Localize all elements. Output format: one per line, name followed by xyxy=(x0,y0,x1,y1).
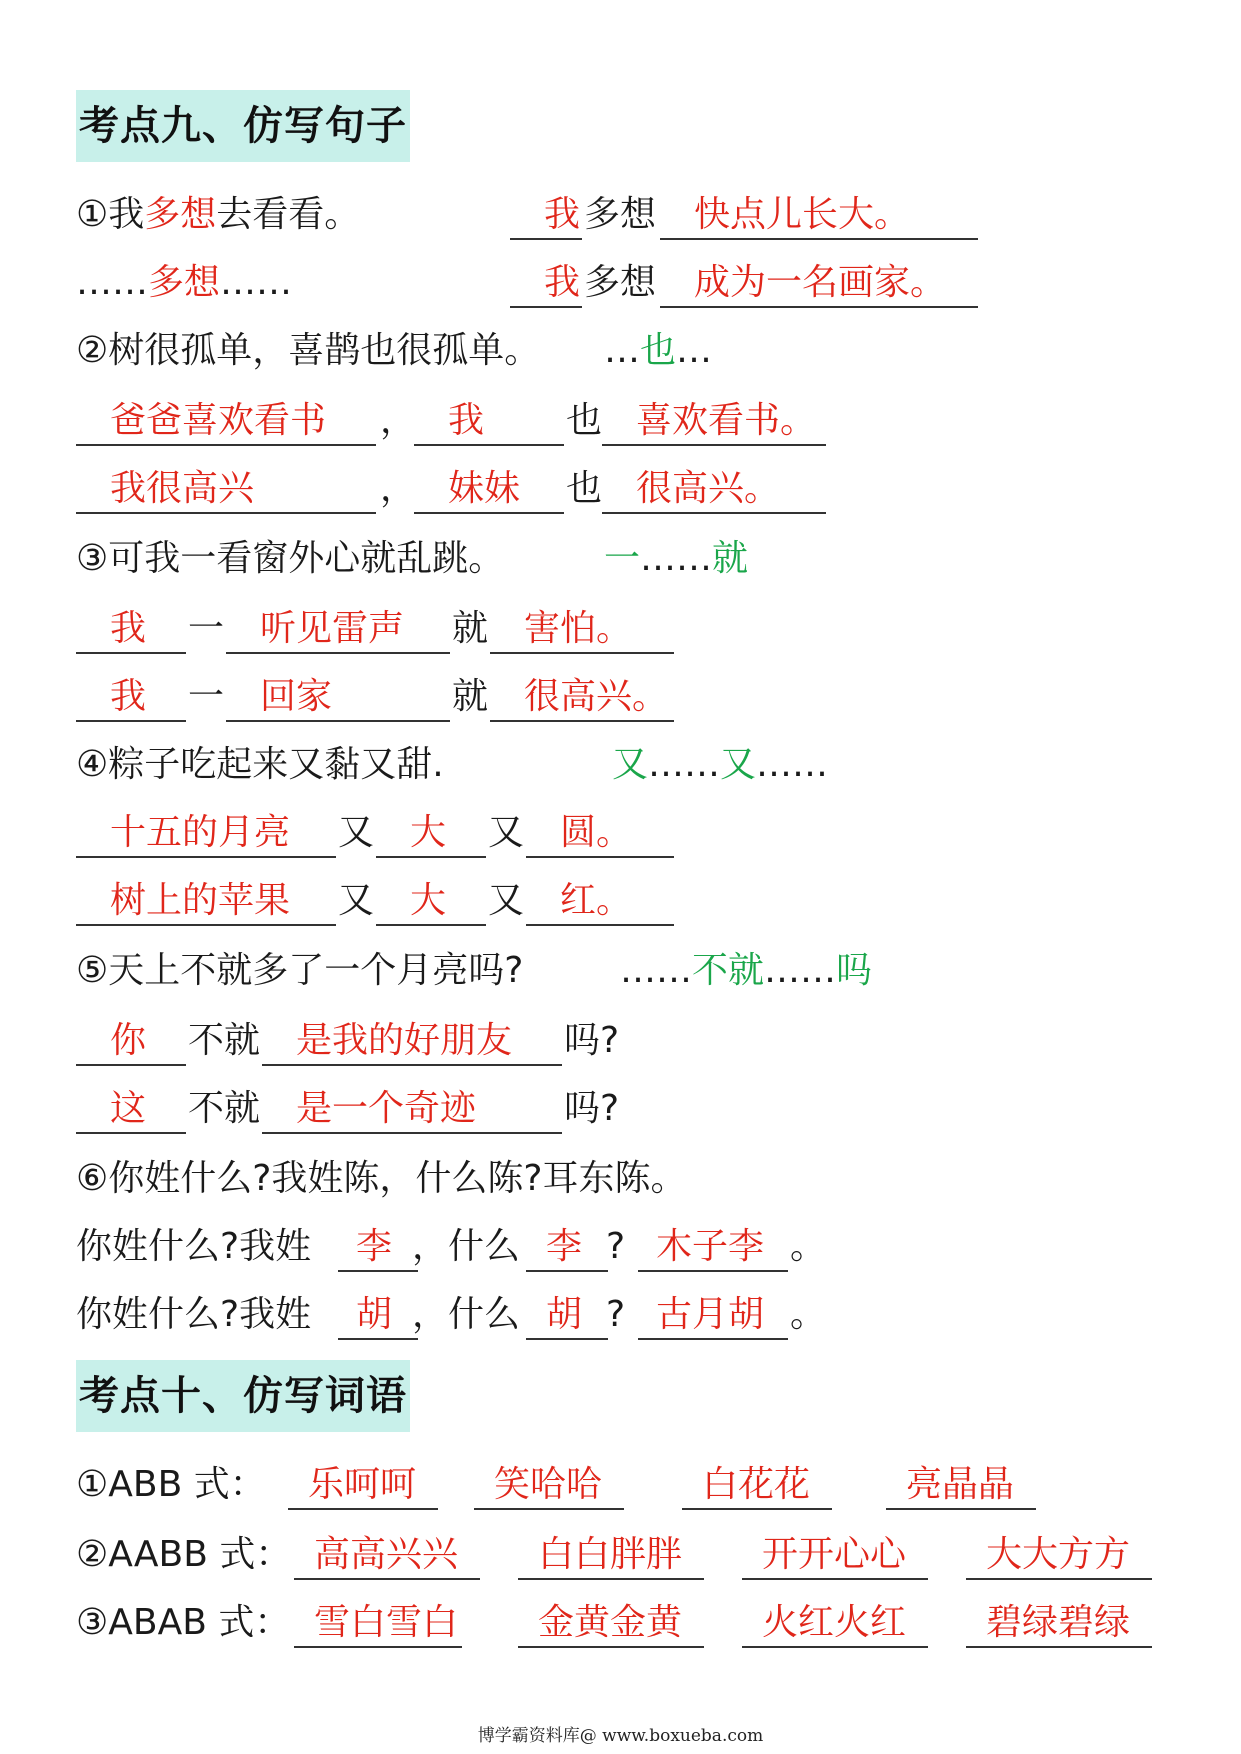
q3-a2-blank-b: 回家 xyxy=(226,672,450,722)
q2-pattern-keyword: 也 xyxy=(640,330,677,371)
q2-a2-blank-a: 我很高兴 xyxy=(76,464,376,514)
q6-a2-blank-a: 胡 xyxy=(338,1290,418,1340)
abab-word-3: 火红火红 xyxy=(742,1598,928,1648)
q4-a2-blank-b: 大 xyxy=(376,876,486,926)
aabb-row xyxy=(0,1530,1241,1580)
q4-a2-blank-a: 树上的苹果 xyxy=(76,876,336,926)
q2-a2-mid: 也 xyxy=(566,468,603,509)
q3-a1-m1: 一 xyxy=(188,608,225,649)
q3-a1-blank-c: 害怕。 xyxy=(490,604,674,654)
q3-prompt-line xyxy=(0,534,1241,584)
abb-word-3: 白花花 xyxy=(682,1460,832,1510)
q4-a2-m2: 又 xyxy=(488,880,525,921)
aabb-word-4: 大大方方 xyxy=(966,1530,1152,1580)
q5-pattern xyxy=(620,946,872,996)
q6-a2-s4: 。 xyxy=(790,1294,827,1335)
aabb-word-2: 白白胖胖 xyxy=(518,1530,704,1580)
q4-pattern-kw2: 又 xyxy=(720,744,757,785)
q4-answer2 xyxy=(0,876,1241,926)
q5-a2-m1: 不就 xyxy=(188,1088,261,1129)
q1-keyword: 多想 xyxy=(144,194,217,235)
q1-pattern-pre: …… xyxy=(76,262,148,303)
q4-a2-blank-c: 红。 xyxy=(526,876,674,926)
q2-prompt-line xyxy=(0,326,1241,376)
abb-word-2: 笑哈哈 xyxy=(474,1460,624,1510)
q5-pattern-dots2: …… xyxy=(764,950,837,991)
q2-a1-blank-a: 爸爸喜欢看书 xyxy=(76,396,376,446)
q4-pattern-dots2: …… xyxy=(756,744,829,785)
q3-a2-m2: 就 xyxy=(452,676,489,717)
q6-a2-s3: ? xyxy=(606,1294,626,1335)
q2-a2-blank-c: 很高兴。 xyxy=(602,464,826,514)
q5-a1-blank-a: 你 xyxy=(76,1016,186,1066)
q6-a2-s1: 你姓什么?我姓 xyxy=(76,1294,312,1335)
q6-a1-blank-c: 木子李 xyxy=(638,1222,788,1272)
q1-num: ①我 xyxy=(76,194,145,235)
q1-a2-mid: 多想 xyxy=(584,262,657,303)
q2-pattern-post: … xyxy=(676,330,713,371)
q4-a1-blank-b: 大 xyxy=(376,808,486,858)
q2-a2-comma: ， xyxy=(380,468,417,509)
q2-a1-comma: ， xyxy=(380,400,417,441)
q1-pattern xyxy=(76,258,292,308)
q1-pattern-keyword: 多想 xyxy=(148,262,221,303)
q6-a1-s1: 你姓什么?我姓 xyxy=(76,1226,312,1267)
q6-prompt-line xyxy=(0,1154,1241,1204)
q5-a1-m2: 吗? xyxy=(564,1020,620,1061)
q4-prompt-line xyxy=(0,740,1241,790)
q5-answer2 xyxy=(0,1084,1241,1134)
q4-a2-m1: 又 xyxy=(338,880,375,921)
q6-a1-s4: 。 xyxy=(790,1226,827,1267)
q3-pattern xyxy=(604,534,748,584)
q1-prompt xyxy=(76,190,360,240)
q2-prompt: ②树很孤单，喜鹊也很孤单。 xyxy=(76,330,541,371)
footer-watermark: 博学霸资料库@ www.boxueba.com xyxy=(477,1726,764,1746)
q3-prompt: ③可我一看窗外心就乱跳。 xyxy=(76,538,505,579)
q5-a2-blank-b: 是一个奇迹 xyxy=(262,1084,562,1134)
abab-word-2: 金黄金黄 xyxy=(518,1598,704,1648)
q1-a2-blank-start: 我 xyxy=(510,258,582,308)
q5-prompt: ⑤天上不就多了一个月亮吗? xyxy=(76,950,524,991)
q6-answer1 xyxy=(0,1222,1241,1272)
aabb-word-1: 高高兴兴 xyxy=(294,1530,480,1580)
q6-prompt: ⑥你姓什么?我姓陈，什么陈?耳东陈。 xyxy=(76,1158,687,1199)
q1-a1-blank-start: 我 xyxy=(510,190,582,240)
q3-pattern-kw2: 就 xyxy=(712,538,749,579)
q2-answer1 xyxy=(0,396,1241,446)
q2-a1-blank-c: 喜欢看书。 xyxy=(602,396,826,446)
q3-a1-blank-b: 听见雷声 xyxy=(226,604,450,654)
q1-line2 xyxy=(0,258,1241,308)
q1-a1-blank-end: 快点儿长大。 xyxy=(660,190,978,240)
q5-a2-m2: 吗? xyxy=(564,1088,620,1129)
q6-a1-blank-a: 李 xyxy=(338,1222,418,1272)
q5-a1-blank-b: 是我的好朋友 xyxy=(262,1016,562,1066)
q3-answer1 xyxy=(0,604,1241,654)
abab-row xyxy=(0,1598,1241,1648)
q1-a1-mid: 多想 xyxy=(584,194,657,235)
abb-word-1: 乐呵呵 xyxy=(288,1460,438,1510)
q6-a1-s3: ? xyxy=(606,1226,626,1267)
q2-a1-mid: 也 xyxy=(566,400,603,441)
abab-word-4: 碧绿碧绿 xyxy=(966,1598,1152,1648)
q3-pattern-dots: …… xyxy=(640,538,713,579)
q1-line1 xyxy=(0,190,1241,240)
q6-a2-s2: ，什么 xyxy=(412,1294,521,1335)
q6-a1-blank-b: 李 xyxy=(526,1222,608,1272)
abab-word-1: 雪白雪白 xyxy=(294,1598,462,1648)
q1-pattern-post: …… xyxy=(220,262,293,303)
q5-a1-m1: 不就 xyxy=(188,1020,261,1061)
abb-row xyxy=(0,1460,1241,1510)
abb-word-4: 亮晶晶 xyxy=(886,1460,1036,1510)
q1-rest: 去看看。 xyxy=(216,194,361,235)
q2-a2-blank-b: 妹妹 xyxy=(414,464,564,514)
q5-prompt-line xyxy=(0,946,1241,996)
q3-a2-blank-a: 我 xyxy=(76,672,186,722)
q3-pattern-kw1: 一 xyxy=(604,538,641,579)
abab-label: ③ABAB 式： xyxy=(76,1602,291,1643)
q2-pattern xyxy=(604,326,712,376)
q4-pattern-kw1: 又 xyxy=(612,744,649,785)
q4-a1-m1: 又 xyxy=(338,812,375,853)
section9-heading: 考点九、仿写句子 xyxy=(76,90,410,162)
abb-label: ①ABB 式： xyxy=(76,1464,266,1505)
q3-a2-m1: 一 xyxy=(188,676,225,717)
q4-pattern xyxy=(612,740,828,790)
q2-pattern-pre: … xyxy=(604,330,640,371)
q4-prompt: ④粽子吃起来又黏又甜. xyxy=(76,744,444,785)
q3-a1-m2: 就 xyxy=(452,608,489,649)
q2-answer2 xyxy=(0,464,1241,514)
q3-a1-blank-a: 我 xyxy=(76,604,186,654)
q5-answer1 xyxy=(0,1016,1241,1066)
q4-a1-blank-a: 十五的月亮 xyxy=(76,808,336,858)
q4-a1-m2: 又 xyxy=(488,812,525,853)
q1-a2-blank-end: 成为一名画家。 xyxy=(660,258,978,308)
q6-a2-blank-b: 胡 xyxy=(526,1290,608,1340)
q4-answer1 xyxy=(0,808,1241,858)
aabb-label: ②AABB 式： xyxy=(76,1534,292,1575)
q5-pattern-kw2: 吗 xyxy=(836,950,873,991)
q6-a2-blank-c: 古月胡 xyxy=(638,1290,788,1340)
q5-a2-blank-a: 这 xyxy=(76,1084,186,1134)
q6-answer2 xyxy=(0,1290,1241,1340)
q5-pattern-dots1: …… xyxy=(620,950,692,991)
q6-a1-s2: ，什么 xyxy=(412,1226,521,1267)
q5-pattern-kw1: 不就 xyxy=(692,950,765,991)
q2-a1-blank-b: 我 xyxy=(414,396,564,446)
aabb-word-3: 开开心心 xyxy=(742,1530,928,1580)
q3-answer2 xyxy=(0,672,1241,722)
q4-pattern-dots1: …… xyxy=(648,744,721,785)
section10-heading: 考点十、仿写词语 xyxy=(76,1360,410,1432)
q4-a1-blank-c: 圆。 xyxy=(526,808,674,858)
q3-a2-blank-c: 很高兴。 xyxy=(490,672,674,722)
